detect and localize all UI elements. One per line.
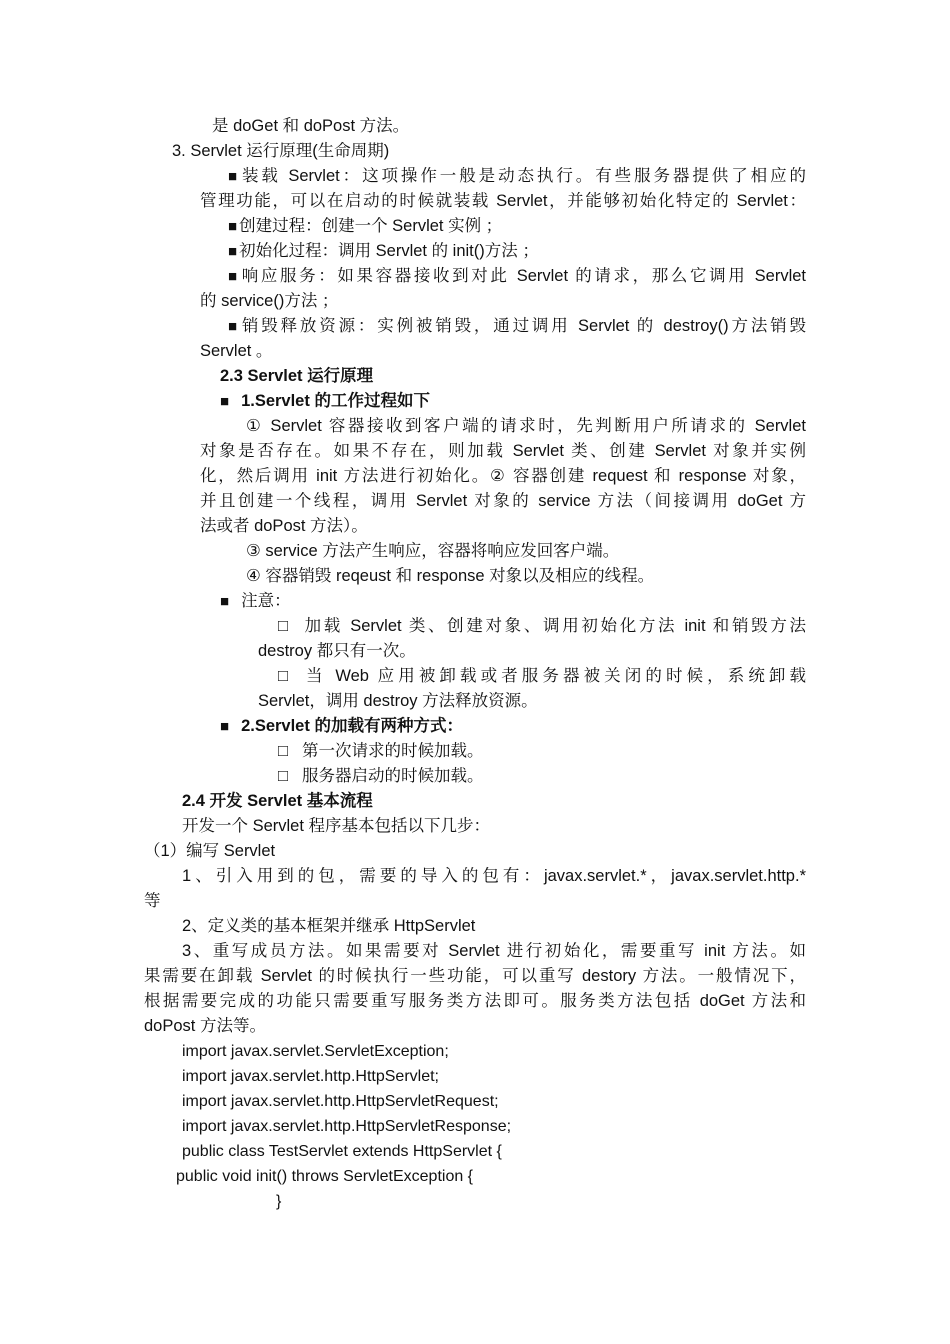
black-square-icon: ■ [228,168,238,185]
text-line: 当 Web 应用被卸载或者服务器被关闭的时候，系统卸载 [301,667,806,685]
text-line: 3、重写成员方法。如果需要对 Servlet 进行初始化，需要重写 init 方法。如 [182,942,806,960]
sub-bullet-item [278,764,483,789]
text-line: 创建过程：创建一个 Servlet 实例 ； [239,217,503,235]
code-line: import javax.servlet.http.HttpServlet; [182,1068,439,1085]
empty-square-icon: □ [278,742,288,760]
bullet-item [228,239,539,264]
sub-bullet-item [278,664,806,689]
black-square-icon: ■ [228,318,238,335]
subsection-heading [220,389,430,414]
step-heading: （1）编写 Servlet [144,842,276,860]
text-line: 装载 Servlet：这项操作一般是动态执行。有些服务器提供了相应的 [239,167,806,185]
text-line: 管理功能，可以在启动的时候就装载 Servlet，并能够初始化特定的 Servlet： [200,192,806,210]
text-line: 加载 Servlet 类、创建对象、调用初始化方法 init 和销毁方法 [301,617,806,635]
code-line: import javax.servlet.http.HttpServletRequest; [182,1093,499,1110]
code-line: public void init() throws ServletException { [176,1168,474,1185]
text-line: destroy 都只有一次。 [258,642,416,660]
black-square-icon: ■ [220,718,230,735]
text-line: 对象是否存在。如果不存在，则加载 Servlet 类、创建 Servlet 对象并实例 [200,442,806,460]
sub-bullet-item [278,614,806,639]
black-square-icon: ■ [228,243,238,260]
black-square-icon: ■ [228,218,238,235]
section-heading: 2.3 Servlet 运行原理 [220,367,374,385]
text-line: ③ service 方法产生响应，容器将响应发回客户端。 [246,542,620,560]
empty-square-icon: □ [278,667,288,685]
text-line: 开发一个 Servlet 程序基本包括以下几步： [182,817,491,835]
subsection-heading [220,714,463,739]
text-line: 第一次请求的时候加载。 [301,742,484,760]
heading-text: 2.Servlet 的加载有两种方式： [241,717,463,735]
text-line: ① Servlet 容器接收到客户端的请求时，先判断用户所请求的 Servlet [246,417,806,435]
bullet-item [228,214,502,239]
text-line: 果需要在卸载 Servlet 的时候执行一些功能，可以重写 destory 方法。一般情况下， [144,967,806,985]
text-line: 1、引入用到的包，需要的导入的包有：javax.servlet.*，javax.servlet.http.* [182,867,806,885]
text-line: 是 doGet 和 doPost 方法。 [212,117,410,135]
heading-text: 1.Servlet 的工作过程如下 [241,392,430,410]
text-line: 服务器启动的时候加载。 [301,767,484,785]
section-heading: 2.4 开发 Servlet 基本流程 [182,792,373,810]
text-line: ④ 容器销毁 reqeust 和 response 对象以及相应的线程。 [246,567,655,585]
text-line: 根据需要完成的功能只需要重写服务类方法即可。服务类方法包括 doGet 方法和 [144,992,806,1010]
bullet-item [228,314,806,339]
sub-bullet-item [278,739,483,764]
code-line: import javax.servlet.ServletException; [182,1043,449,1060]
text-line: 的 service()方法 ； [200,292,339,310]
code-line: } [276,1193,282,1210]
text-line: 响应服务：如果容器接收到对此 Servlet 的请求，那么它调用 Servlet [239,267,806,285]
empty-square-icon: □ [278,767,288,785]
empty-square-icon: □ [278,617,288,635]
text-line: 等 [144,892,161,910]
text-line: 初始化过程：调用 Servlet 的 init()方法 ； [239,242,539,260]
list-heading: 3. Servlet 运行原理(生命周期) [172,142,390,160]
text-line: 2、定义类的基本框架并继承 HttpServlet [182,917,476,935]
bullet-item [228,164,806,189]
text-line: Servlet 。 [200,342,273,360]
black-square-icon: ■ [228,268,238,285]
text-line: 销毁释放资源：实例被销毁，通过调用 Servlet 的 destroy()方法销毁 [239,317,806,335]
text-line: 化，然后调用 init 方法进行初始化。② 容器创建 request 和 response 对象， [200,467,806,485]
text-line: 并且创建一个线程，调用 Servlet 对象的 service 方法（间接调用 doGet 方 [200,492,806,510]
code-line: public class TestServlet extends HttpServlet { [182,1143,502,1160]
code-line: import javax.servlet.http.HttpServletResponse; [182,1118,512,1135]
bullet-item [220,589,291,614]
bullet-item [228,264,806,289]
text-line: 注意： [241,592,291,610]
black-square-icon: ■ [220,593,230,610]
text-line: 法或者 doPost 方法）。 [200,517,368,535]
text-line: doPost 方法等。 [144,1017,266,1035]
black-square-icon: ■ [220,393,230,410]
text-line: Servlet，调用 destroy 方法释放资源。 [258,692,538,710]
